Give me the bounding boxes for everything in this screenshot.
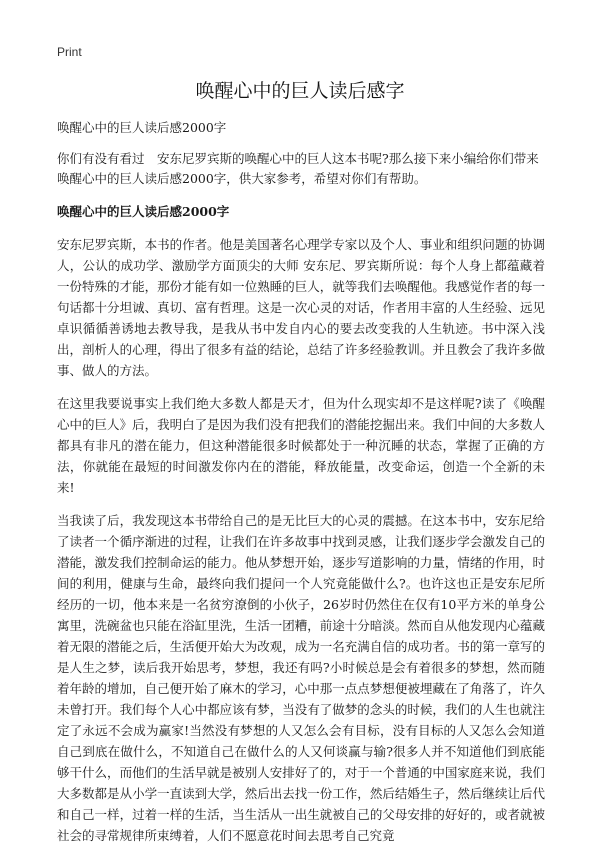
document-subtitle: 唤醒心中的巨人读后感2000字: [57, 120, 227, 135]
section-heading: 唤醒心中的巨人读后感2000字: [57, 204, 230, 219]
page-title: 唤醒心中的巨人读后感字: [195, 80, 405, 102]
body-paragraph-3: 当我读了后，我发现这本书带给自己的是无比巨大的心灵的震撼。在这本书中，安东尼给了读者一个循序渐进的过程，让我们在许多故事中找到灵感，让我们逐步学会激发自己的潜能，激发我们控制命运的能力。他从梦想开始，逐步写道影响的力量，情绪的作用，时间的利用，健康与生命，最终向我们提问一个人究竟能做什么?。也许这也正是安东尼所经历的一切，他本来是一名贫穷潦倒的小伙子，26岁时仍然住在仅有10平方米的单身公寓里，洗碗盆也只能在浴缸里洗，生活一团糟，前途十分暗淡。然而自从他发现内心蕴藏着无限的潜能之后，生活便开始大为改观，成为一名充满自信的成功者。书的第一章写的是人生之梦，读后我开始思考，梦想，我还有吗?小时候总是会有着很多的梦想，然而随着年龄的增加，自己便开始了麻木的学习，心中那一点点梦想便被埋藏在了角落了，许久未曾打开。我们每个人心中都应该有梦，当没有了做梦的念头的时候，我们的人生也就注定了永远不会成为赢家!当然没有梦想的人又怎么会有目标，没有目标的人又怎么会知道自己到底在做什么，不知道自己在做什么的人又何谈赢与输?很多人并不知道他们到底能够干什么，而他们的生活早就是被别人安排好了的，对于一个普通的中国家庭来说，我们大多数都是从小学一直读到大学，然后出去找一份工作，然后结婚生子，然后继续让后代和自己一样，过着一样的生活，当生活从一出生就被自己的父母安排的好好的，或者就被社会的寻常规律所束缚着，人们不愿意花时间去思考自己究竟: [57, 513, 545, 843]
body-paragraph-1: 安东尼罗宾斯，本书的作者。他是美国著名心理学专家以及个人、事业和组织问题的协调人，公认的成功学、激励学方面顶尖的大师 安东尼、罗宾斯所说：每个人身上都蕴藏着一份特殊的才能，那份才能有如一位熟睡的巨人，就等我们去唤醒他。我感觉作者的每一句话都十分坦诚、真切、富有哲理。这是一次心灵的对话，作者用丰富的人生经验、远见卓识循循善诱地去教导我，是我从书中发自内心的要去改变我的人生轨迹。书中深入浅出，剖析人的心理，得出了很多有益的结论，总结了许多经验教训。并且教会了我许多做事、做人的方法。: [57, 237, 545, 378]
intro-paragraph: 你们有没有看过 安东尼罗宾斯的唤醒心中的巨人这本书呢?那么接下来小编给你们带来唤醒心中的巨人读后感2000字，供大家参考，希望对你们有帮助。: [57, 151, 539, 186]
document-body: [57, 118, 545, 858]
body-paragraph-2: 在这里我要说事实上我们绝大多数人都是天才，但为什么现实却不是这样呢?读了《唤醒心中的巨人》后，我明白了是因为我们没有把我们的潜能挖掘出来。我们中间的大多数人都具有非凡的潜在能力，但这种潜能很多时候都处于一种沉睡的状态，掌握了正确的方法，你就能在最短的时间激发你内在的潜能，释放能量，改变命运，创造一个全新的未来!: [57, 396, 545, 495]
print-link[interactable]: Print: [57, 45, 82, 59]
